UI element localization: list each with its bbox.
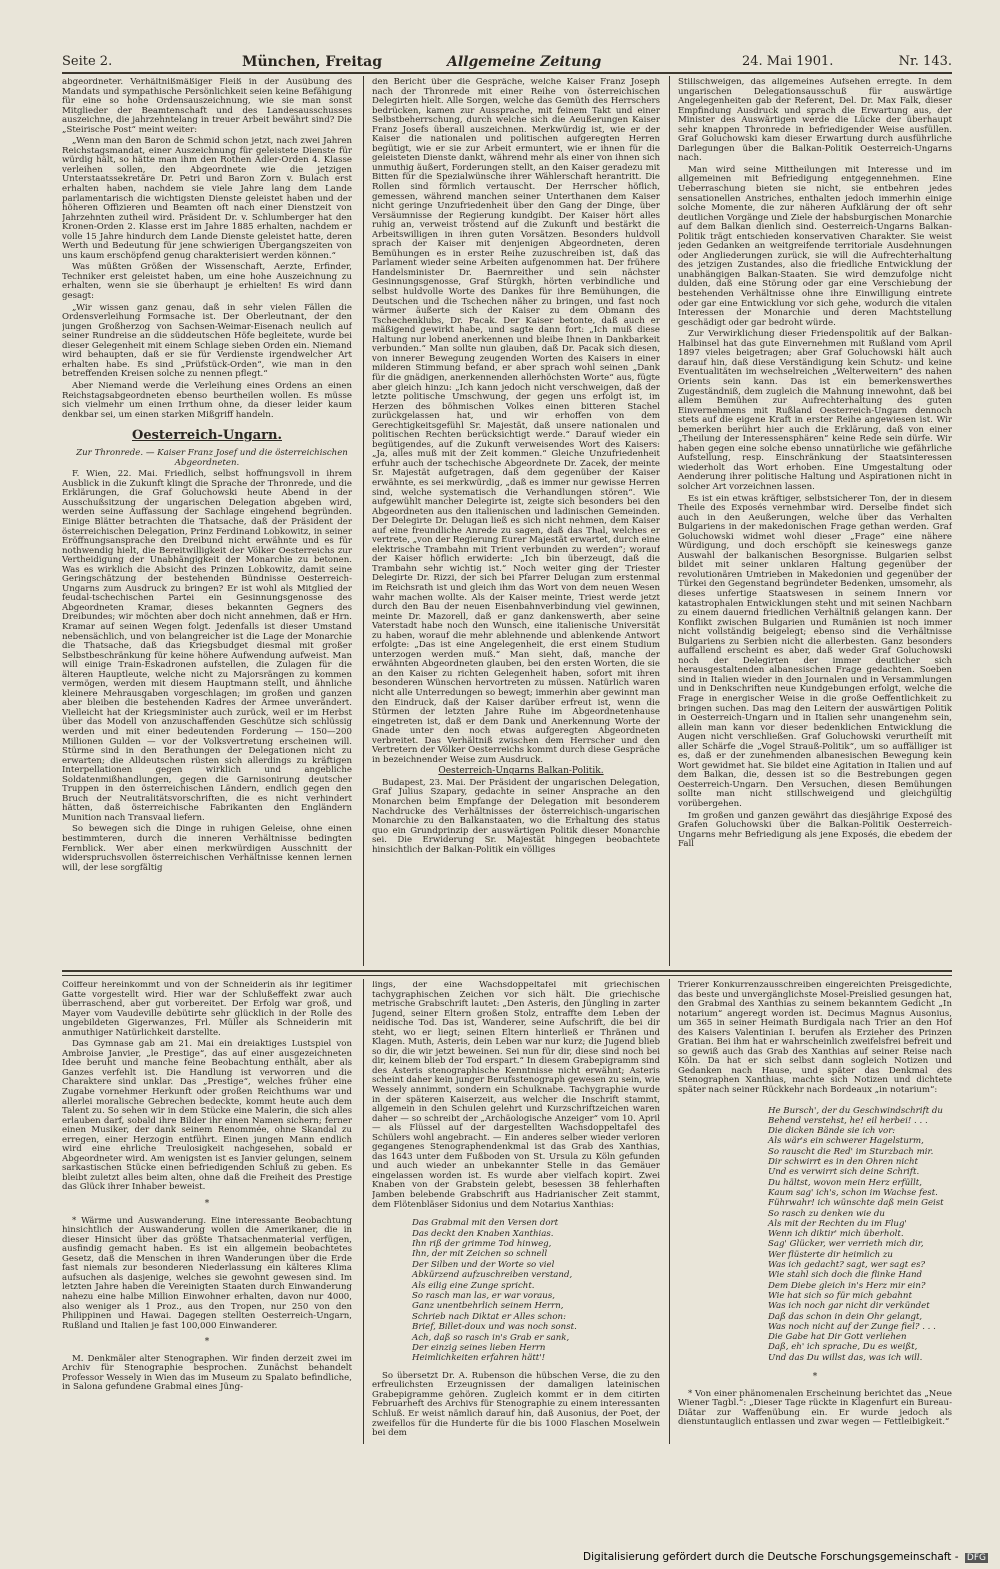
credit-text: Digitalisierung gefördert durch die Deutsche Forschungsgemeinschaft - [583, 1551, 959, 1563]
digitization-credit [583, 1551, 988, 1563]
page-number: Seite 2. [62, 54, 113, 69]
poem-line: Als eilig eine Zunge spricht. [412, 1280, 535, 1291]
poem-line: Daß das schon in dein Ohr gelangt, [768, 1311, 923, 1322]
poem-line: Daß, eh' ich sprache, Du es weißt, [768, 1342, 918, 1353]
bcol3-paragraph: * Von einer phänomenalen Erscheinung berichtet das „Neue Wiener Tagbl.“: „Dieser Tage rückte in Klagenfurt ein Bureau-Diätar zur Waffenübung ein. Er wurde jedoch als dienstuntauglich entlassen und zwar wegen — Fettleibigkeit.“ [678, 1388, 952, 1428]
col1-paragraph: Aber Niemand werde die Verleihung eines Ordens an einen Reichstagsabgeordneten ebenso beurtheilen wollen. Es müsse sich vielmehr um einen Irrthum ohne, da dieser leider kaum denkbar sei, um einen starken Mißgriff handeln. [62, 380, 352, 420]
poem-line: Kaum sag' ich's, schon im Wachse fest. [768, 1187, 938, 1198]
poem-line: Das Grabmal mit den Versen dort [412, 1218, 559, 1229]
poem-line: Der Silben und der Worte so viel [412, 1259, 555, 1270]
col3-paragraph: Stillschweigen, das allgemeines Aufsehen erregte. In dem ungarischen Delegationsausschuß für auswärtige Angelegenheiten gab der Referent, Del. Dr. Max Falk, dieser Empfindung Ausdruck und sprach die Erwartung aus, der Minister des Auswärtigen werde die Lücke der überhaupt sehr knappen Thronrede in befriedigender Weise ausfüllen. Graf Goluchowski kam dieser Erwartung durch ausführliche Darlegungen über die Balkan-Politik Oesterreich-Ungarns nach. [678, 78, 952, 164]
dfg-logo-icon: DFG [966, 1553, 986, 1563]
poem-line: Heimlichkeiten erfahren hätt'! [412, 1353, 546, 1364]
poem-line: Abkürzend aufzuschreiben verstand, [412, 1270, 573, 1281]
ausonius-poem [768, 1106, 952, 1363]
poem-line: Was ich noch gar nicht dir verkündet [768, 1301, 930, 1312]
poem-line: Sag' Glücker, wer verrieth mich dir, [768, 1239, 924, 1250]
col1-paragraph: „Wir wissen ganz genau, daß in sehr vielen Fällen die Ordensverleihung Formsache ist. Der Oberleutnant, der den jungen Großherzog von Sachsen-Weimar-Eisenach neulich auf seiner Rundreise an die süddeutschen Höfe begleitete, wurde bei dieser Gelegenheit mit einem Schlage sieben Orden ein. Niemand wird behaupten, daß er sie für Verdienste irgendwelcher Art erhalten habe. Es sind „Prüfstück-Orden“, wie man in den betreffenden Kreisen solche zu nennen pflegt.“ [62, 302, 352, 380]
bcol1-paragraph: * Wärme und Auswanderung. Eine interessante Beobachtung hinsichtlich der Auswanderung wollen die Amerikaner, die in dieser Hinsicht über das größte Thatsachenmaterial verfügen, ausfindig gemacht haben. Es ist ein allgemein beobachtetes Gesetz, daß die Menschen in ihren Wanderungen über die Erde fast niemals zur besonderen Niederlassung ein kälteres Klima aufsuchen als dasjenige, welches sie gewohnt gewesen sind. Im letzten Jahre haben die Vereinigten Staaten durch Einwanderung nahezu eine halbe Million Einwohner erhalten, davon nur 4000, also weniger als 1 Proz., aus den Tropen, nur 250 von den Philippinen und Hawai. Dagegen stellten Oesterreich-Ungarn, Rußland und Italien je fast 100,000 Einwanderer. [62, 1215, 352, 1331]
masthead: Allgemeine Zeitung [447, 54, 602, 70]
poem-line: Was ich gedacht? sagt, wer sagt es? [768, 1260, 926, 1271]
col2-paragraph: Budapest, 23. Mai. Der Präsident der ungarischen Delegation, Graf Julius Szapary, gedachte in seiner Ansprache an den Monarchen beim Empfange der Delegation mit besonderem Nachdrucke des Verhältnisses der österreichisch-ungarischen Monarchie zu den Balkanstaaten, wo die Erhaltung des status quo ein Grundprinzip der auswärtigen Politik dieser Monarchie sei. Die Erwiderung Sr. Majestät hingegen beobachtete hinsichtlich der Balkan-Politik ein völliges [372, 777, 660, 855]
header-rule [62, 72, 952, 74]
poem-line: Und es verwirrt sich deine Schrift. [768, 1167, 920, 1178]
separator-star: * [812, 1371, 818, 1382]
poem-line: Ihn riß der grimme Tod hinweg, [412, 1238, 552, 1249]
section-heading: Oesterreich-Ungarn. [132, 428, 282, 444]
poem-line: Als mit der Rechten du im Flug' [768, 1218, 907, 1229]
poem-line: Schrieb nach Diktat er Alles schon: [412, 1311, 566, 1322]
article-subhead: Zur Thronrede. — Kaiser Franz Josef und die österreichischen Abgeordneten. [76, 448, 348, 468]
col1-paragraph: „Wenn man den Baron de Schmid schon jetzt, nach zwei Jahren Reichstagsmandat, einer Auszeichnung für geleistete Dienste für würdig hält, so hätte man ihm den Rothen Adler-Orden 4. Klasse verleihen sollen, den Abgeordnete wie die jetzigen Unterstaatssekretäre Dr. Petri und Baron Zorn v. Bulach erst erhalten haben, nachdem sie viele Jahre lang dem Lande parlamentarisch die wichtigsten Dienste geleistet haben und der höheren Offizieren und Beamten oft nach einer Dienstzeit von Jahrzehnten zutheil wird. Präsident Dr. v. Schlumberger hat den Kronen-Orden 2. Klasse erst im Jahre 1885 erhalten, nachdem er volle 15 Jahre hindurch dem Lande Dienste geleistet hatte, deren Werth und Bedeutung für jene schwierigen Übergangszeiten von uns kaum erschöpfend genug charakterisiert werden können.“ [62, 136, 352, 261]
col3-paragraph: Es ist ein etwas kräftiger, selbstsicherer Ton, der in diesem Theile des Exposés vernehmbar wird. Derselbe findet sich auch in den Aeußerungen, welche über das Verhalten Bulgariens in der makedonischen Frage gethan werden. Graf Goluchowski widmet wohl dieser „Frage“ eine nähere Würdigung, und doch erschöpft sie keineswegs ganze Auswahl der balkanischen Besorgnisse. Bulgarien selbst bildet mit seiner unklaren Haltung gegenüber der revolutionären Umtrieben in Makedonien und gegenüber der Türkei den Gegenstand begründeter Bedenken, umsomehr, als dieses unfertige Staatswesen in seinem Innern vor katastrophalen Entwicklungen steht und mit seinen Nachbarn zu einem dauernd friedlichen Verhältniß gelangen kann. Der Konflikt zwischen Bulgarien und Rumänien ist noch immer nicht vollständig beigelegt; ebenso sind die Verhältnisse Bulgariens zu Serbien nicht die allerbesten. Ganz besonders auffallend erscheint es aber, daß weder Graf Goluchowski noch der Delegirten der immer deutlicher sich herausgestaltenden albanesischen Frage gedachten. Soeben sind in Italien wieder in den Journalen und in Versammlungen und in Denkschriften neue Kundgebungen erfolgt, welche die Frage in energischer Weise in die große Oeffentlichkeit zu bringen suchen. Das mag den Leitern der auswärtigen Politik in Oesterreich-Ungarn und in Italien sehr unangenehm sein, allein man kann vor dieser bedenklichen Entwicklung die Augen nicht verschließen. Graf Goluchowski verurtheilt mit aller Schärfe die „Vogel Strauß-Politik“, um so auffälliger ist es, daß er der zunehmenden albanesischen Bewegung kein Wort gewidmet hat. Sie bildet eine Agitation in Italien und auf dem Balkan, die, dessen ist so die Bestrebungen gegen Oesterreich-Ungarn. Den Versuchen, diesen Bemühungen sollte man nicht stillschweigend und gleichgültig vorübergehen. [678, 493, 952, 810]
column-divider [363, 76, 364, 966]
bcol2-paragraph: So übersetzt Dr. A. Rubenson die hübschen Verse, die zu den erfreulichsten Erzeugnissen der damaligen lateinischen Grabepigramme gehören. Zugleich kommt er in dem citirten Februarheft des Archivs für Stenographie zu einem interessanten Schluß. Er weist nämlich darauf hin, daß Ausonius, der Poet, der zweifellos für die Hunderte für die bis 1000 Flaschen Moselwein bei dem [372, 1370, 660, 1439]
poem-line: Ganz unentbehrlich seinem Herrn, [412, 1301, 564, 1312]
feuilleton-rule [62, 975, 952, 976]
poem-line: So rasch man las, er war voraus, [412, 1290, 555, 1301]
article-subhead: Oesterreich-Ungarns Balkan-Politik. [438, 766, 604, 777]
bcol2-paragraph: lings, der eine Wachsdoppeltafel mit griechischen tachygraphischen Zeichen vor sich hält. Die griechische metrische Grabschrift lautet: „Den Asteris, den Jüngling in zarter Jugend, seiner Eltern großen Stolz, entraffte dem Leben der neidische Tod. Das ist, Wanderer, seine Aufschrift, die bei dir steht, wo er liegt; seinen Eltern hinterließ er Thränen und Klagen. Muth, Asteris, dein Leben war nur kurz; die Jugend blieb so dir, die wir jetzt beweinen. Sei nun für dir, diese sind noch bei dir, keinem blieb der Tod erspart.“ In diesem Grabepigramm sind des Asteris stenographische Kenntnisse nicht erwähnt; Asteris scheint daher kein junger Berufsstenograph gewesen zu sein, wie Wessely annimmt, sondern ein Schulknabe. Tachygraphie wurde in der späteren Kaiserzeit, aus welcher die Inschrift stammt, allgemein in den Schulen gelehrt und Kurzschriftzeichen waren daher — so schreibt der „Archäologische Anzeiger“ vom 10. April — als Flüssel auf der dargestellten Wachsdoppeltafel des Schülers wohl angebracht. — Ein anderes selber wieder verloren gegangenes Stenographendenkmal ist das Grab des Xanthias, das 1643 unter dem Fußboden von St. Ursula zu Köln gefunden und auch wieder an unbekannter Stelle in das Gemäuer eingelassen worden ist. Es wurde aber vielfach kopirt. Zwei Knaben von der Grabstein gelebt, besessen 38 fehlerhaften Jamben belebende Grabschrift aus Hadrianischer Zeit stammt, dem Flötenbläser Sidonius und dem Notarius Xanthias: [372, 981, 660, 1210]
column-3 [678, 78, 952, 964]
poem-line: So rauscht die Red' im Sturzbach mir. [768, 1146, 934, 1157]
separator-star: * [204, 1337, 210, 1348]
feuilleton-column-2 [372, 981, 660, 1441]
poem-line: Als wär's ein schwerer Hagelsturm, [768, 1136, 924, 1147]
poem-line: Wie stahl sich doch die flinke Hand [768, 1270, 923, 1281]
column-2 [372, 78, 660, 964]
issue-date: 24. Mai 1901. [742, 54, 834, 69]
feuilleton-column-3 [678, 981, 952, 1441]
bcol1-paragraph: M. Denkmäler alter Stenographen. Wir finden derzeit zwei im Archiv für Stenographie besprochen. Zunächst behandelt Professor Wessely in Wien das im Museum zu Spalato befindliche, in Salona gefundene Grabmal eines Jüng- [62, 1353, 352, 1393]
separator-star: * [204, 1199, 210, 1210]
col1-paragraph: F. Wien, 22. Mai. Friedlich, selbst hoffnungsvoll in ihrem Ausblick in die Zukunft klingt die Sprache der Thronrede, und die Erklärungen, die Graf Goluchowski heute Abend in der Ausschußsitzung der ungarischen Delegation abgeben wird, werden seine Auffassung der Sachlage eingehend begründen. Einige Blätter betrachten die Thatsache, daß der Präsident der österreichischen Delegation, Prinz Ferdinand Lobkowitz, in seiner Eröffnungsansprache den Dreibund nicht erwähnte und es für nothwendig hielt, die Bereitwilligkeit der Völker Oesterreichs zur Vertheidigung der Unabhängigkeit der Monarchie zu betonen. Was es wirklich die Absicht des Prinzen Lobkowitz, damit seine Geringschätzung der bestehenden Bündnisse Oesterreich-Ungarns zum Ausdruck zu bringen? Er ist wohl als Mitglied der feudal-tschechischen Partei ein Gesinnungsgenosse des Abgeordneten Kramar, dieses bekannten Gegners des Dreibundes; wir möchten aber doch nicht annehmen, daß er Hrn. Kramar auf seinen Wegen folgt. Jedenfalls ist dieser Umstand nebensächlich, und von belangreicher ist die Lage der Monarchie die Thatsache, daß das Kriegsbudget diesmal mit großer Selbstbeschränkung für keine höhere Aufwendung aufweist. Man will einige Train-Eskadronen aufstellen, die Zulagen für die älteren Hauptleute, welche nicht zu Majorsrängen zu kommen vermögen, werden mit diesem Hauptmann stellt, und ähnliche kleinere Mehrausgaben vorgeschlagen; im großen und ganzen aber bleiben die bestehenden Kadres der Armee unverändert. Vielleicht hat der Kriegsminister auch zurück, weil er im Herbst über das Modell von anzuschaffenden Geschütze sich schlüssig werden und mit einer bedeutenden Forderung — 150—200 Millionen Gulden — vor der Volksvertretung erscheinen will. Stürme sind in den Berathungen der Delegationen nicht zu erwarten; die Alldeutschen rüsten sich allerdings zu kräftigen Interpellationen gegen wirklich und angebliche Soldatenmißhandlungen, gegen die Garnisonirung deutscher Truppen in den österreichischen Ländern, endlich gegen den Bruch der Neutralitätsvorschriften, die es nicht verhindert hätten, daß österreichische Fabrikanten den Engländern Munition nach Transvaal liefern. [62, 469, 352, 823]
poem-line: Dir schwirrt es in den Ohren nicht [768, 1157, 918, 1168]
col1-paragraph: abgeordneter. Verhältnißmäßiger Fleiß in der Ausübung des Mandats und sympathische Persönlichkeit seien keine Befähigung für eine so hohe Ordensauszeichnung, wie sie man sonst Mitglieder der Beamtenschaft und des Landesausschusses auszeichne, die jahrzehntelang in treuer Arbeit bewährt sind? Die „Steirische Post“ meint weiter: [62, 78, 352, 135]
poem-line: Wie hat sich so für mich gebahnt [768, 1290, 912, 1301]
poem-line: Führwahr! ich wünschte daß mein Geist [768, 1198, 944, 1209]
poem-line: Der einzig seines lieben Herrn [412, 1343, 546, 1353]
column-divider [669, 979, 670, 1444]
poem-line: Brief, Billet-doux und was noch sonst. [412, 1322, 577, 1333]
col3-paragraph: Zur Verwirklichung dieser Friedenspolitik auf der Balkan-Halbinsel hat das gute Einvernehmen mit Rußland vom April 1897 vieles beigetragen; aber Graf Goluchowski hält auch darauf hin, daß diese Verständigung kein Schutz- und keine Eventualitäten im wechselreichen „Welterweitern“ des nahen Orients sein kann. Das ist ein bemerkenswerthes Zugeständniß, dem zugleich die Mahnung innewohnt, daß bei allem Bemühen zur Aufrechterhaltung des guten Einvernehmens mit Rußland Oesterreich-Ungarn dennoch stets auf die eigene Kraft in erster Reihe angewiesen ist. Wir bemerken berührt hier auch die Erklärung, daß von einer „Theilung der Interessensphären“ keine Rede sein dürfe. Wir haben gegen eine solche ebenso unnatürliche wie gefährliche Aufstellung, resp. Einschränkung der Staatsinteressen wiederholt das Wort erhoben. Eine Umgestaltung oder Aenderung ihrer politische Haltung und Aspirationen nicht in solcher Art vorzeichnen lassen. [678, 329, 952, 492]
city-day: München, Freitag [242, 54, 383, 70]
poem-line: He Bursch', der du Geschwindschrift du [768, 1105, 943, 1116]
poem-line: Behend verstehst, he! eil herbei! . . . [768, 1115, 928, 1126]
poem-line: Das deckt den Knaben Xanthias. [412, 1228, 554, 1239]
col1-paragraph: So bewegen sich die Dinge in ruhigen Geleise, ohne einen bestimmteren, durch die inneren Verhältnisse bedingten Fernblick. Wer aber einen merkwürdigen Ausschnitt der widerspruchsvollen österreichischen Verhältnisse kennen lernen will, der lese sorgfältig [62, 824, 352, 873]
column-1 [62, 78, 352, 964]
page-header [62, 54, 952, 70]
bcol1-paragraph: Coiffeur hereinkommt und von der Schneiderin als ihr legitimer Gatte vorgestellt wird. Hier war der Schlußeffekt zwar auch überraschend, aber gut vorbereitet. Der Erfolg war groß, und Mayer vom Vaudeville debütirte sehr glücklich in der Rolle des ungebildeten Gigerwanzes, Frl. Müller als Schneiderin mit anmuthiger Natürlichkeit darstellte. [62, 981, 352, 1038]
poem-line: So rasch zu denken wie du [768, 1208, 885, 1219]
poem-line: Und das Du willst das, was ich will. [768, 1352, 923, 1363]
col3-paragraph: Im großen und ganzen gewährt das diesjährige Exposé des Grafen Goluchowski über die Balkan-Politik Oesterreich-Ungarns mehr Befriedigung als jene Exposés, die ebedem der Fall [678, 810, 952, 850]
bcol1-paragraph: Das Gymnase gab am 21. Mai ein dreiaktiges Lustspiel von Ambroise Janvier, „le Prestige“, das auf einer ausgezeichneten Idee beruht und manche feine Beobachtung enthält, aber als Ganzes verfehlt ist. Die Handlung ist verworren und die Charaktere sind unklar. Das „Prestige“, welches früher eine Zugabe vornehmer Herkunft oder großen Reichthums war und allerlei moralische Gebrechen bedeckte, kommt heute auch dem Talent zu. So sehen wir in dem Stücke eine Malerin, die sich alles erlauben darf, sobald ihre Bilder ihr einen Namen sichern; ferner einen Musiker, der dank seinem Renommée, ohne Skandal zu erregen, einer Herzogin entführt. Einen jungen Mann endlich wird eine ehrliche Treulosigkeit nachgesehen, sobald er Abgeordneter wird. Am wenigsten ist es Janvier gelungen, seinem sarkastischen Stücke einen befriedigenden Schluß zu geben. Es bleibt zuletzt alles beim alten, ohne daß die Freiheit des Prestige das Glück ihrer Inhaber beweist. [62, 1039, 352, 1193]
poem-line: Wenn ich diktir' mich überholt. [768, 1229, 904, 1240]
poem-line: Die Gabe hat Dir Gott verliehen [768, 1332, 907, 1343]
col1-paragraph: Was müßten Größen der Wissenschaft, Aerzte, Erfinder, Techniker erst geleistet haben, um eine hohe Auszeichnung zu erhalten, wenn sie sie überhaupt je erhielten! Es wird dann gesagt: [62, 262, 352, 302]
poem-line: Du hältst, wovon mein Herz erfüllt, [768, 1177, 922, 1188]
poem-line: Ach, daß so rasch in's Grab er sank, [412, 1332, 570, 1343]
poem-line: Ihn, der mit Zeichen so schnell [412, 1249, 548, 1260]
bcol3-paragraph: Trierer Konkurrenzausschreiben eingereichten Preisgedichte, das beste und unvergänglichste Mosel-Preislied gesungen hat, den Grabmal des Xanthias zu seinem bekanntem Gedicht „In notarium“ angeregt worden ist. Decimus Magnus Ausonius, um 365 in seiner Heimath Burdigala nach Trier an den Hof des Kaisers Valentinian I. berufen als Erzieher des Prinzen Gratian. Bei ihm hat er wahrscheinlich zweifelsfrei befreit und so gewiß auch das Grab des Xanthias auf seiner Reise nach Köln. Da hat er sich selbst dann sogleich Notizen und Gedanken nach Hause, und später das Denkmal des Stenographen Xanthias, machte sich Notizen und dichtete später nach seiner Rückkehr nach Bordeaux „in notarium“: [678, 981, 952, 1096]
col2-paragraph: den Bericht über die Gespräche, welche Kaiser Franz Joseph nach der Thronrede mit einer Reihe von österreichischen Delegirten hielt. Alle Sorgen, welche das Gemüth des Herrschers bedrücken, kamen zur Aussprache, mit feinem Takt und einer Selbstbeherrschung, durch welche sich die Aeußerungen Kaiser Franz Josefs überall auszeichnen. Merkwürdig ist, wie er der Kaiser die nationalen und politischen aufgeregten Herren begütigt, wie er sie zur Arbeit ermuntert, wie er ihnen für die geleisteten Dienste dankt, während mehr als einer von ihnen sich unmuthig äußert, Forderungen stellt, an den Kaiser geradezu mit Bitten für die Spezialwünsche ihrer Wählerschaft herantritt. Die Rollen sind förmlich vertauscht. Der Herrscher höflich, gemessen, während manchen seiner Unterthanen dem Kaiser nicht geringe Unzufriedenheit über den Gang der Dinge, über Versäumnisse der Regierung kundgibt. Der Kaiser hört alles ruhig an, verweist tröstend auf die Zukunft und bestärkt die Arbeitswilligen in ihren guten Vorsätzen. Besonders huldvoll sprach der Kaiser mit denjenigen Abgeordneten, deren Bemühungen es in erster Reihe zuzuschreiben ist, daß das Parlament wieder seine Arbeiten aufgenommen hat. Der frühere Handelsminister Dr. Baernreither und sein nächster Gesinnungsgenosse, Graf Stürgkh, hörten verbindliche und selbst huldvolle Worte des Dankes für ihre Bemühungen, die Deutschen und die Tschechen näher zu bringen, und fast noch wärmer äußerte sich der Kaiser zu dem Obmann des Tschechenklubs, Dr. Pacak. Der Kaiser betonte, daß auch er mäßigend gewirkt habe, und sagte dann fort: „Ich muß diese Haltung nur lobend anerkennen und bleibe Ihnen in Dankbarkeit verbunden.“ Man sollte nun glauben, daß Dr. Pacak sich diesen, von innerer Bewegung zeugenden Worten des Kaisers in einer milderen Stimmung befand, er aber sprach wohl seinen „Dank für die gnädigen, anerkennenden allerhöchsten Worte“ aus, fügte aber gleich hinzu: „Ich kann jedoch nicht verschweigen, daß der letzte politische Umschwung, der gegen uns erfolgt ist, im Herzen des böhmischen Volkes einen bitteren Stachel zurückgelassen hat, und wir erhoffen von dem Gerechtigkeitsgefühl Sr. Majestät, daß unsere nationalen und politischen Rechten berücksichtigt werde.“ Darauf wieder ein begütigendes, auf die Zukunft verweisendes Wort des Kaisers: „Ja, alles muß mit der Zeit kommen.“ Gleiche Unzufriedenheit erfuhr auch der tschechische Abgeordnete Dr. Zacek, der meinte Sr. Majestät aufgetragen, daß dem gegenüber der Kaiser erwähnte, es sei merkwürdig, „daß es immer nur gewisse Herren sind, welche systematisch die Verhandlungen stören“. Wie aufgewühlt mancher Delegirte ist, zeigte sich besonders bei den Abgeordneten aus den italienischen und ladinischen Gemeinden. Der Delegirte Dr. Delugan ließ es sich nicht nehmen, dem Kaiser auf eine freundliche Anrede zu sagen, daß das Thal, welches er vertrete, „von der Regierung Eurer Majestät erwartet, durch eine elektrische Trambahn mit Trient verbunden zu werden“; worauf der Kaiser höflich erwiderte: „Ich bin überzeugt, daß die Trambahn sehr wichtig ist.“ Noch weiter ging der Triester Delegirte Dr. Rizzi, der sich bei Pfarrer Delugan zum erstenmal im Reichsrath ist und gleich ihm das Wort von dem neuen Wesen wahr machen wollte. Als der Kaiser meinte, Triest werde jetzt durch den Bau der neuen Eisenbahnverbindung viel gewinnen, meinte Dr. Mazorell, daß er ganz dankenswerth, aber seine Vaterstadt habe noch den Wunsch, eine italienische Universität zu haben, worauf die mehr ablehnende und ablenkende Antwort erfolgte: „Das ist eine Angelegenheit, die erst einem Studium unterzogen werden muß.“ Man sieht, daß, manche der erwähnten Abgeordneten glauben, bei den ersten Worten, die sie an den Kaiser zu richten Gelegenheit haben, sofort mit ihren besonderen Wünschen hervortreten zu müssen. Natürlich waren nicht alle Unterredungen so bewegt; immerhin aber gewinnt man den Eindruck, daß der Kaiser darüber erfreut ist, wenn die Stürmen der letzten Jahre Ruhe im Abgeordnetenhause eingetreten ist, daß er dem Dank und Anerkennung Worte der Gnade unter den noch etwas aufgeregten Abgeordneten verbreitet. Das Verhältniß zwischen dem Herrscher und den Vertretern der Völker Oesterreichs kommt durch diese Gespräche in bezeichnender Weise zum Ausdruck. [372, 78, 660, 765]
column-divider [669, 76, 670, 966]
poem-line: Dem Diebe gleich in's Herz mir ein? [768, 1280, 926, 1291]
poem-line: Die dicken Bände sie ich vor: [768, 1126, 896, 1137]
column-divider [363, 979, 364, 1444]
col3-paragraph: Man wird seine Mittheilungen mit Interesse und im allgemeinen mit Befriedigung entgegennehmen. Eine Ueberraschung bieten sie nicht, sie entbehren jedes sensationellen Anstriches, enthalten jedoch immerhin einige solche Momente, die zur näheren Aufklärung der oft sehr deutlichen Vorgänge und Ziele der habsburgischen Monarchie auf dem Balkan dienlich sind. Oesterreich-Ungarns Balkan-Politik trägt entschieden konservativen Charakter. Sie weist jeden Gedanken an weitgreifende territoriale Ausdehnungen oder Angliederungen zurück, sie will die Aufrechterhaltung des jetzigen Zustandes, also die friedliche Entwicklung der unabhängigen Balkan-Staaten. Sie wird demzufolge nicht dulden, daß eine Störung oder gar eine Verschiebung der bestehenden Verhältnisse ohne ihre Einwilligung eintrete oder gar eine Entwicklung vor sich gehe, wodurch die vitalen Interessen der Monarchie und deren Machtstellung geschädigt oder gar bedroht würde. [678, 164, 952, 328]
issue-number: Nr. 143. [898, 54, 952, 69]
feuilleton-column-1 [62, 981, 352, 1441]
poem-line: Wer flüsterte dir heimlich zu [768, 1249, 893, 1260]
xanthias-poem [412, 1218, 660, 1364]
feuilleton-rule [62, 970, 952, 972]
poem-line: Was noch nicht auf der Zunge fiel? . . . [768, 1321, 936, 1332]
